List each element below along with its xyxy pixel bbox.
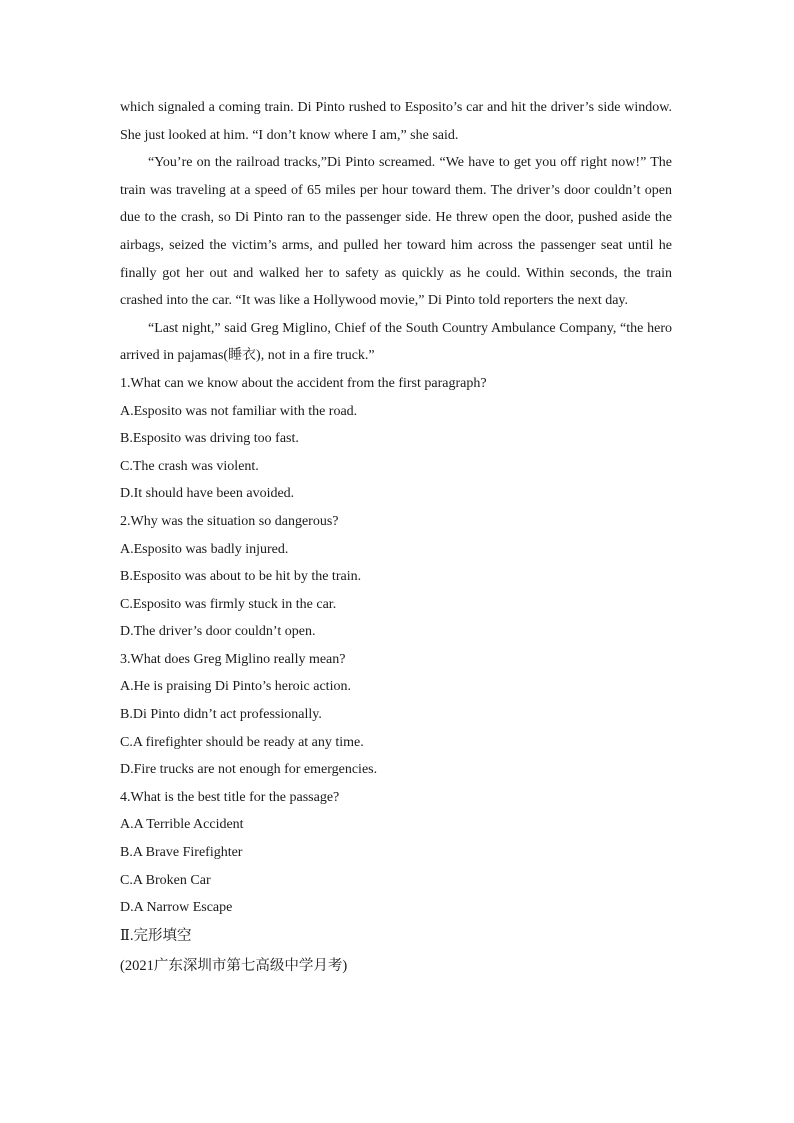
question-option: C.Esposito was firmly stuck in the car. [120,596,337,612]
question-option: B.A Brave Firefighter [120,845,243,861]
passage-paragraph-1: which signaled a coming train. Di Pinto rushed to Esposito’s car and hit the driver’s side window. She just looked at him. “I don’t know where I am,” she said. [120,100,672,143]
question-4 [120,784,672,922]
question-option: D.Fire trucks are not enough for emergencies. [120,762,378,778]
section-source: (2021广东深圳市第七高级中学月考) [120,957,348,974]
question-2 [120,508,672,646]
question-option: C.A Broken Car [120,872,211,888]
question-option: A.Esposito was badly injured. [120,541,289,557]
question-option: B.Esposito was about to be hit by the train. [120,569,362,585]
question-option: D.The driver’s door couldn’t open. [120,624,316,640]
question-1 [120,370,672,508]
section-heading: Ⅱ.完形填空 [120,927,192,944]
passage-paragraph-2: “You’re on the railroad tracks,”Di Pinto screamed. “We have to get you off right now!” The train was traveling at a speed of 65 miles per hour toward them. The driver’s door couldn’t open due to the crash, so Di Pinto ran to the passenger side. He threw open the door, pushed aside the airbags, seized the victim’s arms, and pulled her toward him across the passenger seat until he finally got her out and walked her to safety as quickly as he could. Within seconds, the train crashed into the car. “It was like a Hollywood movie,” Di Pinto told reporters the next day. [120,155,672,309]
question-stem: 2.Why was the situation so dangerous? [120,513,339,529]
question-option: B.Esposito was driving too fast. [120,431,299,447]
question-stem: 1.What can we know about the accident from the first paragraph? [120,375,487,391]
passage-paragraph-3: “Last night,” said Greg Miglino, Chief of the South Country Ambulance Company, “the hero arrived in pajamas(睡衣), not in a fire truck.” [120,320,672,364]
question-option: A.Esposito was not familiar with the road. [120,403,358,419]
page-content [120,94,672,980]
question-option: D.A Narrow Escape [120,900,233,916]
question-stem: 4.What is the best title for the passage? [120,789,340,805]
question-option: C.The crash was violent. [120,458,259,474]
question-3 [120,646,672,784]
question-option: D.It should have been avoided. [120,486,295,502]
question-stem: 3.What does Greg Miglino really mean? [120,651,346,667]
question-option: A.He is praising Di Pinto’s heroic action. [120,679,351,695]
question-option: C.A firefighter should be ready at any time. [120,734,364,750]
question-option: A.A Terrible Accident [120,817,244,833]
question-option: B.Di Pinto didn’t act professionally. [120,707,322,723]
